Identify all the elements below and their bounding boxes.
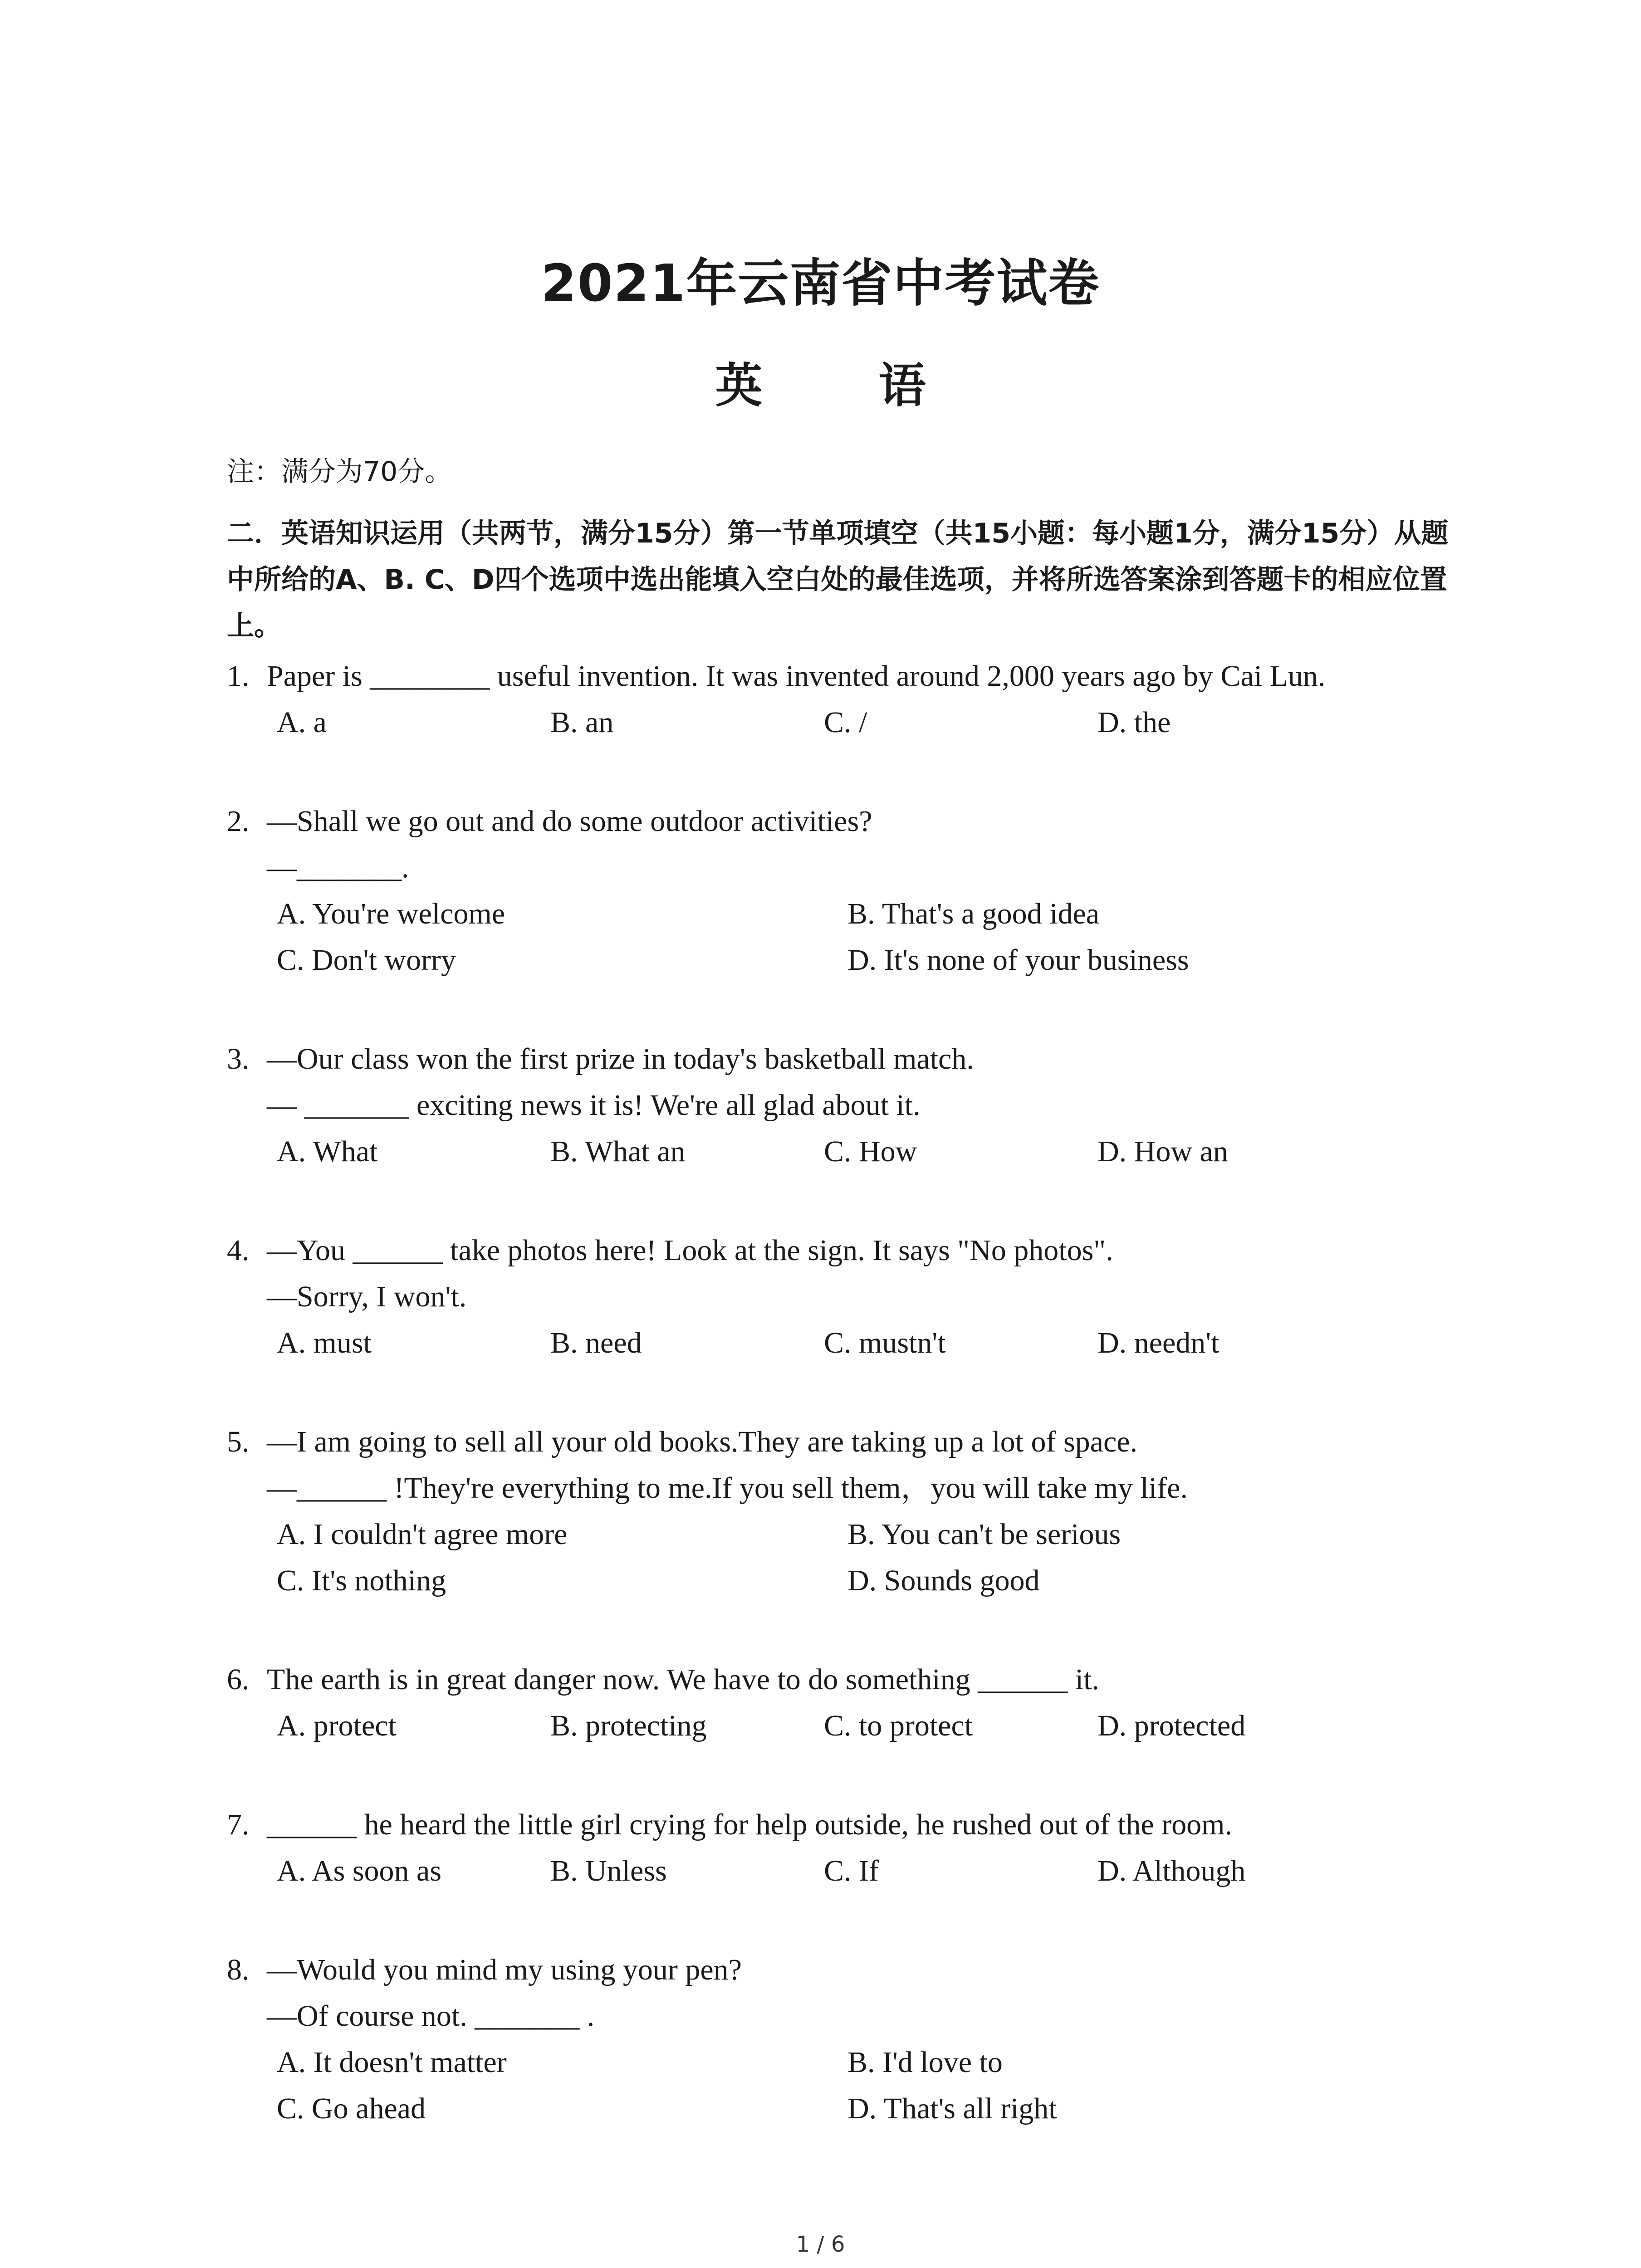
question-1 [227,653,1470,746]
score-note: 注：满分为70分。 [227,456,452,488]
option-d: D. It's none of your business [847,943,1189,977]
question-number: 4. [227,1234,250,1267]
question-text: —Our class won the first prize in today's basketball match. [267,1042,974,1075]
question-stem [227,798,1470,845]
option-d: D. Sounds good [847,1564,1040,1597]
option-c: C. Go ahead [277,2092,426,2125]
option-a: A. must [277,1326,372,1359]
question-stem [227,1227,1470,1274]
question-5 [227,1419,1470,1604]
option-b: B. That's a good idea [847,897,1100,930]
option-c: C. How [824,1135,917,1168]
dialogue-line: — _______ exciting news it is! We're all glad about it. [267,1089,921,1122]
question-text: ______ he heard the little girl crying for help outside, he rushed out of the room. [267,1808,1232,1841]
section-instructions: 二．英语知识运用（共两节，满分15分）第一节单项填空（共15小题：每小题1分，满分15分）从题中所给的A、B. C、D四个选项中选出能填入空白处的最佳选项，并将所选答案涂到答题卡的相应位置上。 [227,518,1449,642]
option-a: A. protect [277,1709,397,1742]
question-list [227,653,1470,2185]
question-number: 7. [227,1808,250,1841]
question-2 [227,798,1470,983]
question-number: 6. [227,1663,250,1696]
question-number: 2. [227,805,250,838]
exam-title: 2021年云南省中考试卷 [541,254,1100,313]
answer-options [227,891,1470,983]
option-b: B. need [550,1326,642,1359]
option-c: C. to protect [824,1709,973,1742]
question-8 [227,1947,1470,2132]
option-a: A. What [277,1135,378,1168]
option-a: A. It doesn't matter [277,2046,507,2079]
answer-options [227,699,1470,746]
question-number: 1. [227,660,250,693]
option-c: C. It's nothing [277,1564,446,1597]
question-text: —You ______ take photos here! Look at the sign. It says "No photos". [267,1234,1113,1267]
question-4 [227,1227,1470,1366]
option-d: D. protected [1097,1709,1246,1742]
question-6 [227,1657,1470,1749]
option-b: B. an [550,706,614,739]
exam-subject: 英 语 [715,358,976,413]
option-d: D. Although [1097,1854,1246,1887]
question-number: 5. [227,1425,250,1458]
question-text: —Would you mind my using your pen? [267,1953,742,1986]
option-a: A. a [277,706,327,739]
question-text: Paper is ________ useful invention. It was invented around 2,000 years ago by Cai Lun. [267,660,1326,693]
option-c: C. Don't worry [277,943,456,977]
answer-options [227,1703,1470,1749]
dialogue-line: —Of course not. _______ . [267,1999,595,2033]
option-a: A. I couldn't agree more [277,1518,568,1551]
answer-options [227,1511,1470,1604]
answer-options [227,2039,1470,2132]
option-a: A. You're welcome [277,897,505,930]
page-number: 1 / 6 [796,2232,845,2257]
question-3 [227,1036,1470,1175]
question-text: —I am going to sell all your old books.They are taking up a lot of space. [267,1425,1138,1458]
question-stem [227,653,1470,699]
option-d: D. needn't [1097,1326,1220,1359]
dialogue-line: —______ !They're everything to me.If you sell them，you will take my life. [267,1471,1188,1505]
question-stem [227,1419,1470,1465]
dialogue-line: —_______. [267,851,409,884]
answer-options [227,1320,1470,1366]
option-c: C. If [824,1854,879,1887]
answer-options [227,1848,1470,1894]
question-number: 8. [227,1953,250,1986]
option-d: D. How an [1097,1135,1228,1168]
dialogue-line: —Sorry, I won't. [267,1280,467,1313]
question-stem [227,1802,1470,1848]
question-stem [227,1947,1470,1993]
question-text: —Shall we go out and do some outdoor activities? [267,805,872,838]
option-d: D. the [1097,706,1171,739]
option-b: B. What an [550,1135,686,1168]
option-c: C. / [824,706,867,739]
question-stem [227,1657,1470,1703]
question-7 [227,1802,1470,1894]
option-b: B. protecting [550,1709,707,1742]
question-stem [227,1036,1470,1082]
option-d: D. That's all right [847,2092,1057,2125]
option-c: C. mustn't [824,1326,946,1359]
option-b: B. You can't be serious [847,1518,1121,1551]
option-a: A. As soon as [277,1854,442,1887]
question-number: 3. [227,1042,250,1075]
option-b: B. I'd love to [847,2046,1003,2079]
option-b: B. Unless [550,1854,667,1887]
question-text: The earth is in great danger now. We have to do something ______ it. [267,1663,1099,1696]
answer-options [227,1129,1470,1175]
